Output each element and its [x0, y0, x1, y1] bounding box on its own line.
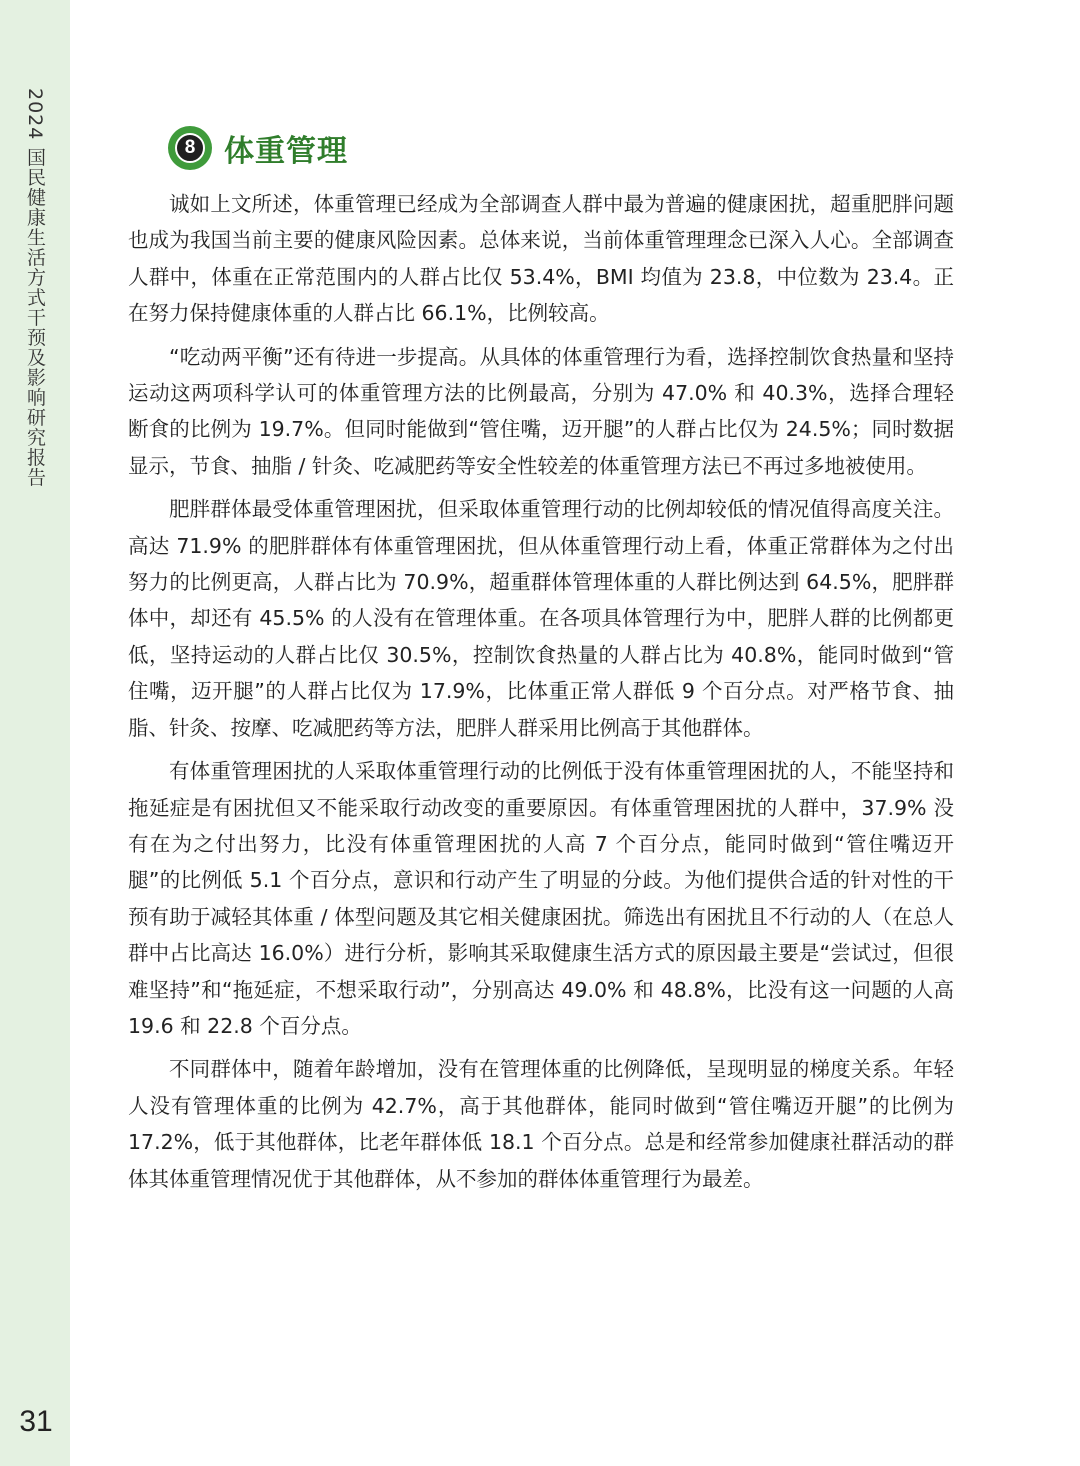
section-title: 体重管理 [224, 134, 348, 169]
section-number-badge-icon [168, 126, 212, 170]
paragraph-2: “吃动两平衡”还有待进一步提高。从具体的体重管理行为看，选择控制饮食热量和坚持运动这两项科学认可的体重管理方法的比例最高，分别为 47.0% 和 40.3%，选择合理轻断食的比例为 19.7%。但同时能做到“管住嘴，迈开腿”的人群占比仅为 24.5%；同时数据显示，节食、抽脂 / 针灸、吃减肥药等安全性较差的体重管理方法已不再过多地被使用。 [128, 344, 954, 478]
paragraph-4: 有体重管理困扰的人采取体重管理行动的比例低于没有体重管理困扰的人，不能坚持和拖延症是有困扰但又不能采取行动改变的重要原因。有体重管理困扰的人群中，37.9% 没有在为之付出努力，比没有体重管理困扰的人高 7 个百分点，能同时做到“管住嘴迈开腿”的比例低 5.1 个百分点，意识和行动产生了明显的分歧。为他们提供合适的针对性的干预有助于减轻其体重 / 体型问题及其它相关健康困扰。筛选出有困扰且不行动的人（在总人群中占比高达 16.0%）进行分析，影响其采取健康生活方式的原因最主要是“尝试过，但很难坚持”和“拖延症，不想采取行动”，分别高达 49.0% 和 48.8%，比没有这一问题的人高 19.6 和 22.8 个百分点。 [128, 759, 954, 1038]
section-heading [168, 126, 348, 170]
running-title: 2024 国民健康生活方式干预及影响研究报告 [24, 88, 46, 488]
paragraph-5: 不同群体中，随着年龄增加，没有在管理体重的比例降低，呈现明显的梯度关系。年轻人没有管理体重的比例为 42.7%，高于其他群体，能同时做到“管住嘴迈开腿”的比例为 17.2%，低于其他群体，比老年群体低 18.1 个百分点。总是和经常参加健康社群活动的群体其体重管理情况优于其他群体，从不参加的群体体重管理行为最差。 [128, 1057, 954, 1191]
paragraph-3: 肥胖群体最受体重管理困扰，但采取体重管理行动的比例却较低的情况值得高度关注。高达 71.9% 的肥胖群体有体重管理困扰，但从体重管理行动上看，体重正常群体为之付出努力的比例更高，人群占比为 70.9%，超重群体管理体重的人群比例达到 64.5%，肥胖群体中，却还有 45.5% 的人没有在管理体重。在各项具体管理行为中，肥胖人群的比例都更低，坚持运动的人群占比仅 30.5%，控制饮食热量的人群占比为 40.8%，能同时做到“管住嘴，迈开腿”的人群占比仅为 17.9%，比体重正常人群低 9 个百分点。对严格节食、抽脂、针灸、按摩、吃减肥药等方法，肥胖人群采用比例高于其他群体。 [128, 497, 954, 740]
section-number: 8 [175, 133, 205, 163]
paragraph-1: 诚如上文所述，体重管理已经成为全部调查人群中最为普遍的健康困扰，超重肥胖问题也成为我国当前主要的健康风险因素。总体来说，当前体重管理理念已深入人心。全部调查人群中，体重在正常范围内的人群占比仅 53.4%，BMI 均值为 23.8，中位数为 23.4。正在努力保持健康体重的人群占比 66.1%，比例较高。 [128, 192, 954, 326]
side-margin-band [0, 0, 70, 1466]
body-text [128, 186, 954, 1204]
page-number: 31 [19, 1405, 53, 1438]
